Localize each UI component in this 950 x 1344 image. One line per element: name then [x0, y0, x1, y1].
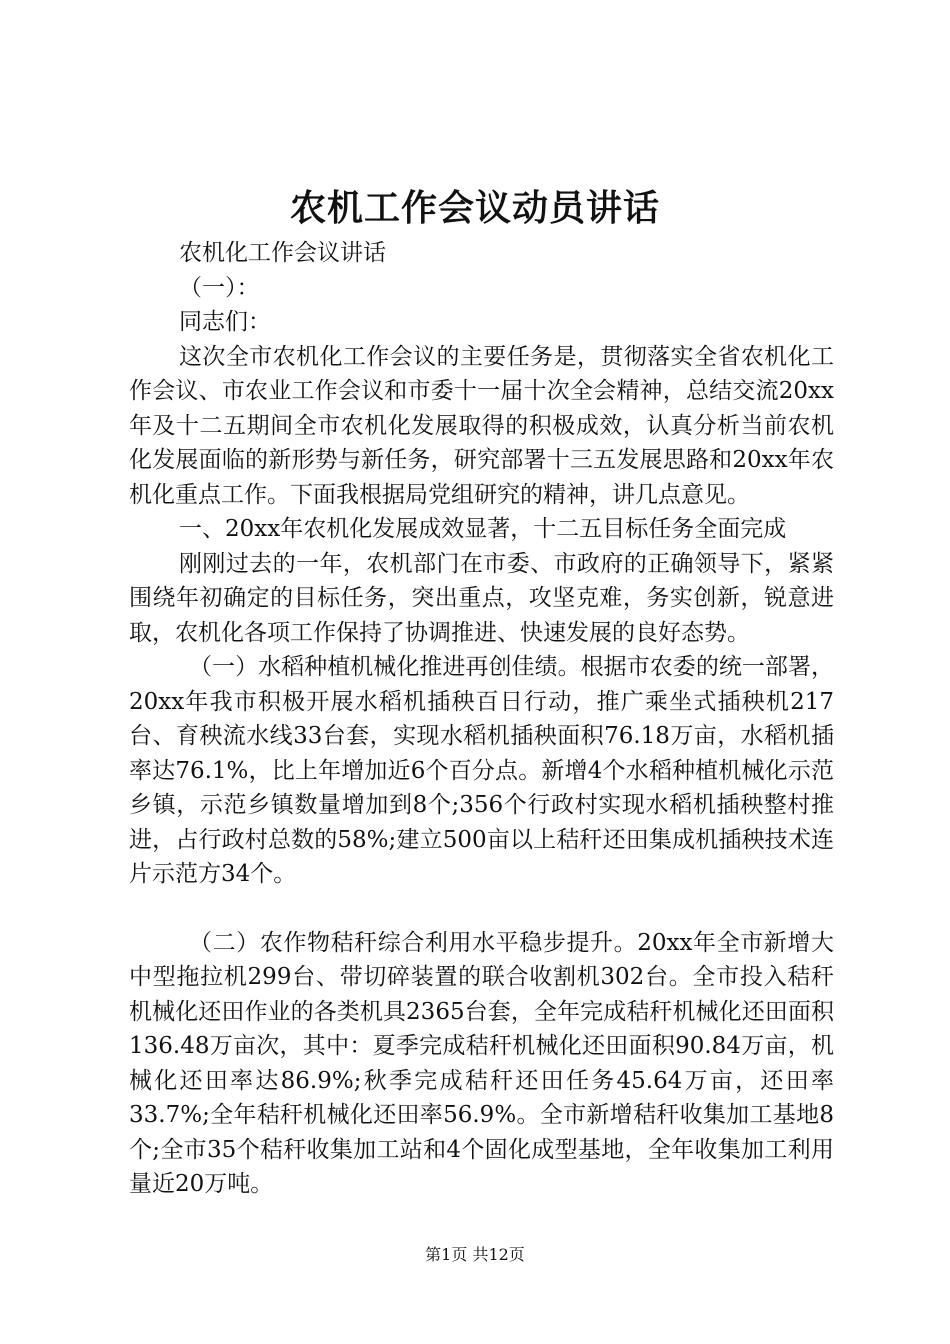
paragraph-intro: 这次全市农机化工作会议的主要任务是，贯彻落实全省农机化工作会议、市农业工作会议和市委十一届十次全会精神，总结交流20xx年及十二五期间全市农机化发展取得的积极成效，认真分析当前农机化发展面临的新形势与新任务，研究部署十三五发展思路和20xx年农机化重点工作。下面我根据局党组研究的精神，讲几点意见。 — [129, 343, 834, 508]
document-title: 农机工作会议动员讲话 — [289, 187, 660, 229]
paragraph-salutation: 同志们： — [179, 309, 271, 335]
paragraph-subtitle: 农机化工作会议讲话 — [179, 240, 386, 266]
paragraph-heading-one: 一、20xx年农机化发展成效显著，十二五目标任务全面完成 — [179, 516, 787, 542]
paragraph-straw-utilization: （二）农作物秸秆综合利用水平稳步提升。20xx年全市新增大中型拖拉机299台、带切碎装置的联合收割机302台。全市投入秸秆机械化还田作业的各类机具2365台套，全年完成秸秆机械化还田面积136.48万亩次，其中：夏季完成秸秆机械化还田面积90.84万亩，机械化还田率达86.9%;秋季完成秸秆还田任务45.64万亩，还田率33.7%;全年秸秆机械化还田率56.9%。全市新增秸秆收集加工基地8个;全市35个秸秆收集加工站和4个固化成型基地，全年收集加工利用量近20万吨。 — [129, 929, 834, 1197]
paragraph-section-marker: （一）： — [179, 274, 260, 301]
paragraph-spacer — [129, 892, 834, 926]
paragraph-rice-mechanization: （一）水稻种植机械化推进再创佳绩。根据市农委的统一部署，20xx年我市积极开展水稻机插秧百日行动，推广乘坐式插秧机217台、育秧流水线33台套，实现水稻机插秧面积76.18万亩，水稻机插率达76.1%，比上年增加近6个百分点。新增4个水稻种植机械化示范乡镇，示范乡镇数量增加到8个;356个行政村实现水稻机插秧整村推进，占行政村总数的58%;建立500亩以上秸秆还田集成机插秧技术连片示范方34个。 — [129, 654, 834, 887]
document-body — [129, 236, 834, 1202]
page-footer: 第1页 共12页 — [425, 1245, 525, 1264]
paragraph-overview: 刚刚过去的一年，农机部门在市委、市政府的正确领导下，紧紧围绕年初确定的目标任务，突出重点，攻坚克难，务实创新，锐意进取，农机化各项工作保持了协调推进、快速发展的良好态势。 — [129, 550, 834, 646]
